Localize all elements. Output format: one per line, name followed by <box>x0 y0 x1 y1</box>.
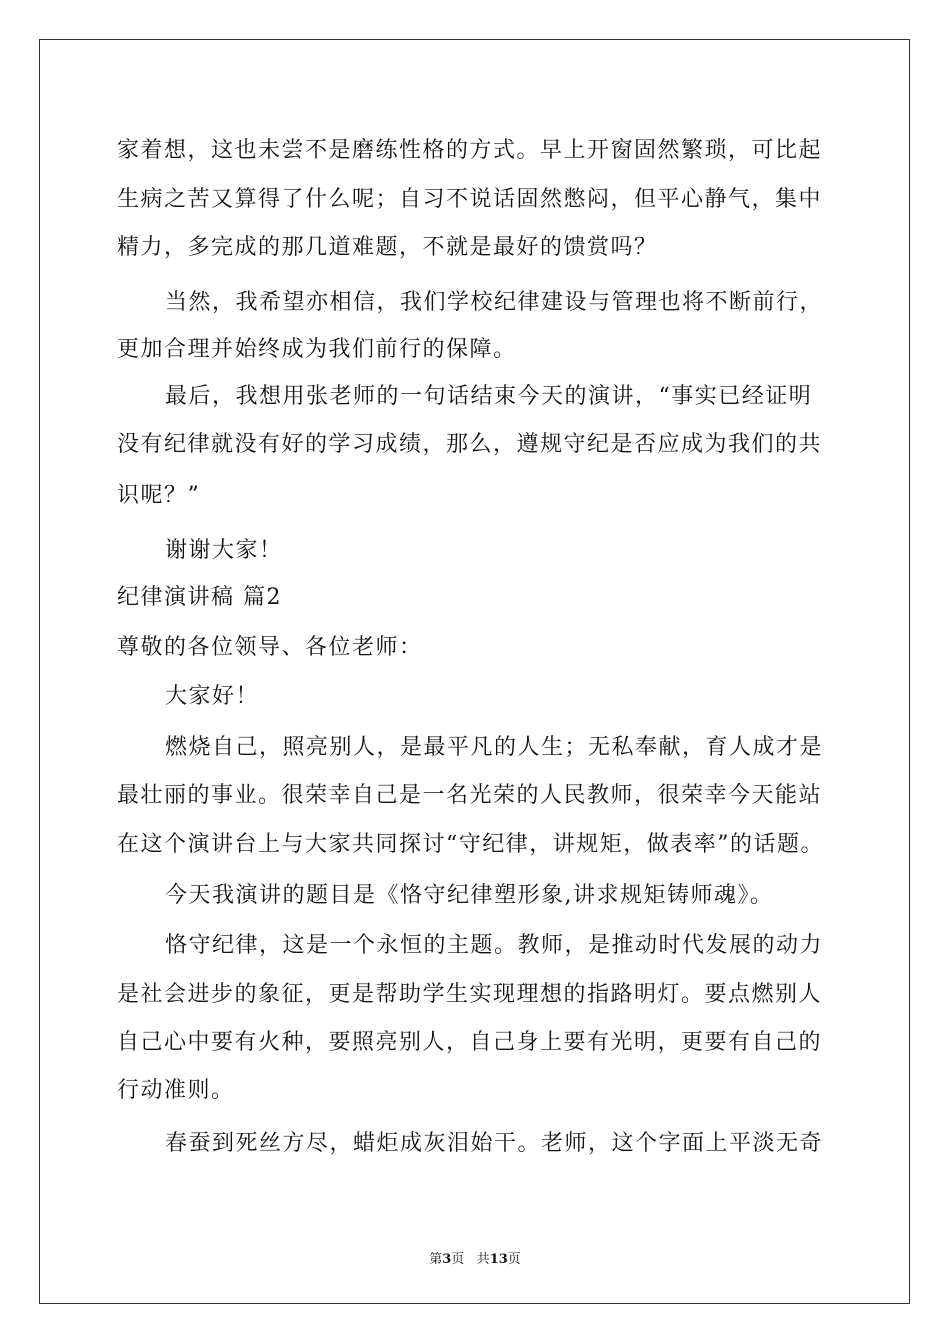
text-line: 最后，我想用张老师的一句话结束今天的演讲，“事实已经证明 <box>165 384 813 409</box>
page-footer <box>0 1248 950 1267</box>
text-line: 最壮丽的事业。很荣幸自己是一名光荣的人民教师，很荣幸今天能站 <box>117 783 823 808</box>
salutation: 尊敬的各位领导、各位老师： <box>117 635 423 660</box>
text-line: 更加合理并始终成为我们前行的保障。 <box>117 337 517 362</box>
footer-prefix: 第 <box>429 1252 443 1267</box>
current-page-number: 3 <box>442 1252 452 1267</box>
text-line: 没有纪律就没有好的学习成绩，那么，遵规守纪是否应成为我们的共 <box>117 432 823 457</box>
text-line: 家着想，这也未尝不是磨练性格的方式。早上开窗固然繁琐，可比起 <box>117 138 823 163</box>
page-border <box>39 39 910 1304</box>
text-line: 自己心中要有火种，要照亮别人，自己身上要有光明，更要有自己的 <box>117 1030 823 1055</box>
total-page-count: 13 <box>489 1252 508 1267</box>
footer-total-prefix: 共 <box>476 1252 490 1267</box>
text-line: 恪守纪律，这是一个永恒的主题。教师，是推动时代发展的动力 <box>165 933 824 958</box>
section-heading: 纪律演讲稿 篇2 <box>117 585 282 610</box>
text-line: 精力，多完成的那几道难题，不就是最好的馈赏吗？ <box>117 235 658 260</box>
text-line: 在这个演讲台上与大家共同探讨“守纪律，讲规矩，做表率”的话题。 <box>117 832 824 857</box>
greeting: 大家好！ <box>165 684 260 709</box>
text-line: 谢谢大家！ <box>165 538 283 563</box>
text-line: 今天我演讲的题目是《恪守纪律塑形象,讲求规矩铸师魂》。 <box>165 883 774 908</box>
footer-total-suffix: 页 <box>507 1252 521 1267</box>
text-line: 生病之苦又算得了什么呢；自习不说话固然憋闷，但平心静气，集中 <box>117 187 823 212</box>
text-line: 行动准则。 <box>117 1078 235 1103</box>
text-line: 当然，我希望亦相信，我们学校纪律建设与管理也将不断前行， <box>165 290 824 315</box>
text-line: 识呢？” <box>117 483 201 508</box>
text-line: 春蚕到死丝方尽，蜡炬成灰泪始干。老师，这个字面上平淡无奇 <box>165 1131 824 1156</box>
footer-page-suffix: 页 <box>451 1252 465 1267</box>
text-line: 是社会进步的象征，更是帮助学生实现理想的指路明灯。要点燃别人 <box>117 982 823 1007</box>
text-line: 燃烧自己，照亮别人，是最平凡的人生；无私奉献，育人成才是 <box>165 735 824 760</box>
